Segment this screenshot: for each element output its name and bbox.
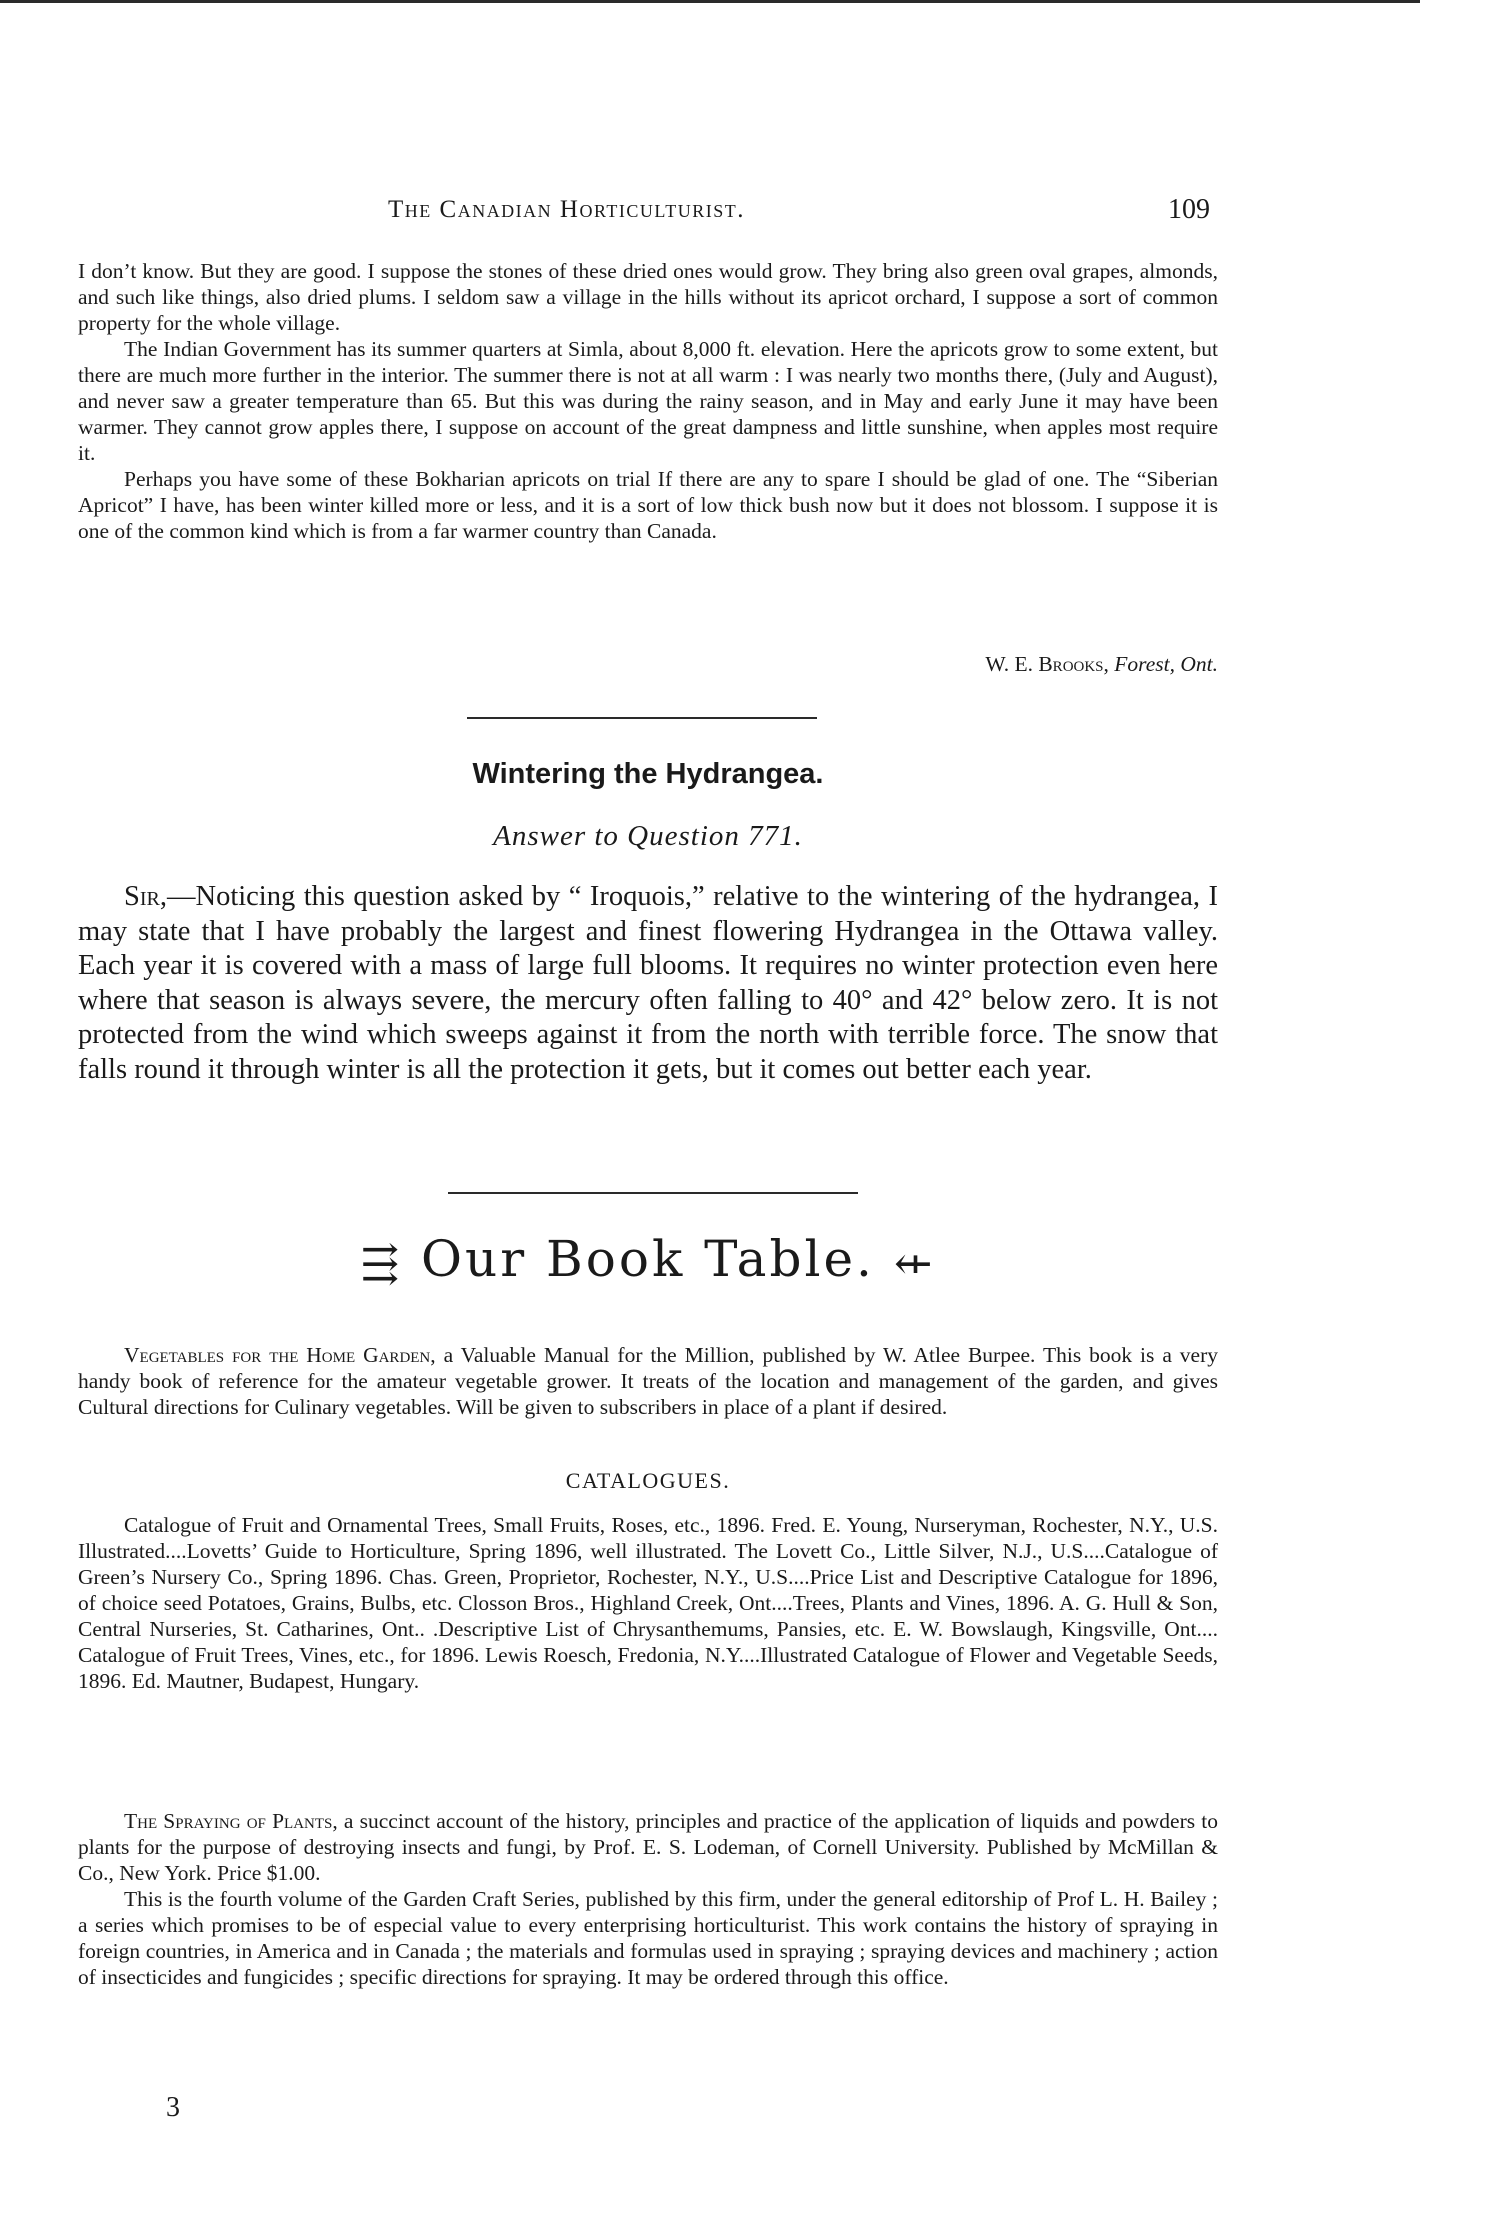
letter-paragraph: I don’t know. But they are good. I suppose the stones of these dried ones would grow. They bring also green oval grapes, almonds, and such like things, also dried plums. I seldom saw a village in the hills without its apricot orchard, I suppose a sort of common property for the whole village. xyxy=(78,259,1218,335)
review-text: a Valuable Manual for the Million, published by W. Atlee Burpee. This book is a very handy book of reference for the amateur vegetable grower. It treats of the location and management of the garden, and gives Cultural directions for Culinary vegetables. Will be given to subscribers in place of a plant if desired. xyxy=(78,1343,1219,1419)
article-subtitle: Answer to Question 771. xyxy=(493,820,803,852)
catalogues-list xyxy=(78,1512,1218,1694)
letter-paragraph: Perhaps you have some of these Bokharian apricots on trial If there are any to spare I should be glad of one. The “Siberian Apricot” I have, has been winter killed more or less, and it is a sort of low thick bush now but it does not blossom. I suppose it is one of the common kind which is from a far warmer country than Canada. xyxy=(78,467,1218,543)
spraying-review xyxy=(78,1808,1218,1990)
article-body xyxy=(78,880,1218,1087)
catalogues-text: Catalogue of Fruit and Ornamental Trees, Small Fruits, Roses, etc., 1896. Fred. E. Young, Nurseryman, Rochester, N.Y., U.S. Illustrated....Lovetts’ Guide to Horticulture, Spring 1896, well illustrated. The Lovett Co., Little Silver, N.J., U.S....Catalogue of Green’s Nursery Co., Spring 1896. Chas. Green, Proprietor, Rochester, N.Y., U.S....Price List and Descriptive Catalogue for 1896, of choice seed Potatoes, Grains, Bulbs, etc. Closson Bros., Highland Creek, Ont....Trees, Plants and Vines, 1896. A. G. Hull & Son, Central Nurseries, St. Catharines, Ont.. .Descriptive List of Chrysanthemums, Pansies, etc. E. W. Bowslaugh, Kingsville, Ont.... Catalogue of Fruit Trees, Vines, etc., for 1896. Lewis Roesch, Fredonia, N.Y....Illustrated Catalogue of Flower and Vegetable Seeds, 1896. Ed. Mautner, Budapest, Hungary. xyxy=(78,1513,1218,1693)
section-divider xyxy=(467,717,817,719)
review-lead: Vegetables for the Home Garden, xyxy=(124,1343,436,1367)
book-table-heading xyxy=(78,1230,1218,1290)
salutation: Sir, xyxy=(124,881,167,912)
letter-body xyxy=(78,258,1218,544)
journal-title: The Canadian Horticulturist. xyxy=(388,196,745,223)
review-text: a succinct account of the history, principles and practice of the application of liquids and powders to plants for the purpose of destroying insects and fungi, by Prof. E. S. Lodeman, of Cornell University. Published by McMillan & Co., New York. Price $1.00. xyxy=(78,1809,1218,1885)
signature-name: W. E. Brooks, xyxy=(985,652,1109,676)
vegetables-review xyxy=(78,1342,1218,1420)
page-number: 109 xyxy=(1168,194,1210,225)
running-head xyxy=(78,196,1218,236)
section-divider xyxy=(448,1192,858,1194)
signature-place: Forest, Ont. xyxy=(1114,652,1218,676)
signature-mark: 3 xyxy=(166,2092,180,2123)
top-edge-rule xyxy=(0,0,1420,3)
article-text: —Noticing this question asked by “ Iroquois,” relative to the wintering of the hydrangea, I may state that I have probably the largest and finest flowering Hydrangea in the Ottawa valley. Each year it is covered with a mass of large full blooms. It requires no winter protection even here where that season is always severe, the mercury often falling to 40° and 42° below zero. It is not protected from the wind which sweeps against it from the north with terrible force. The snow that falls round it through winter is all the protection it gets, but it comes out better each year. xyxy=(78,881,1218,1085)
article-title: Wintering the Hydrangea. xyxy=(472,758,824,790)
catalogues-heading: CATALOGUES. xyxy=(565,1468,731,1493)
letter-paragraph: The Indian Government has its summer quarters at Simla, about 8,000 ft. elevation. Here the apricots grow to some extent, but there are much more further in the interior. The summer there is not at all warm : I was nearly two months there, (July and August), and never saw a greater temperature than 65. But this was during the rainy season, and in May and early June it may have been warmer. They cannot grow apples there, I suppose on account of the great dampness and little sunshine, when apples most require it. xyxy=(78,337,1218,465)
review-text: This is the fourth volume of the Garden Craft Series, published by this firm, under the general editorship of Prof L. H. Bailey ; a series which promises to be of especial value to every enterprising horticulturist. This work contains the history of spraying in foreign countries, in America and in Canada ; the materials and formulas used in spraying ; spraying devices and machinery ; action of insecticides and fungicides ; specific directions for spraying. It may be ordered through this office. xyxy=(78,1887,1218,1989)
book-table-title: Our Book Table. xyxy=(421,1230,875,1288)
right-hand-ornament-icon: ⇷ xyxy=(893,1236,936,1290)
letter-signature xyxy=(78,652,1266,677)
left-hand-ornament-icon: ⇶ xyxy=(360,1236,403,1290)
review-lead: The Spraying of Plants, xyxy=(124,1809,338,1833)
